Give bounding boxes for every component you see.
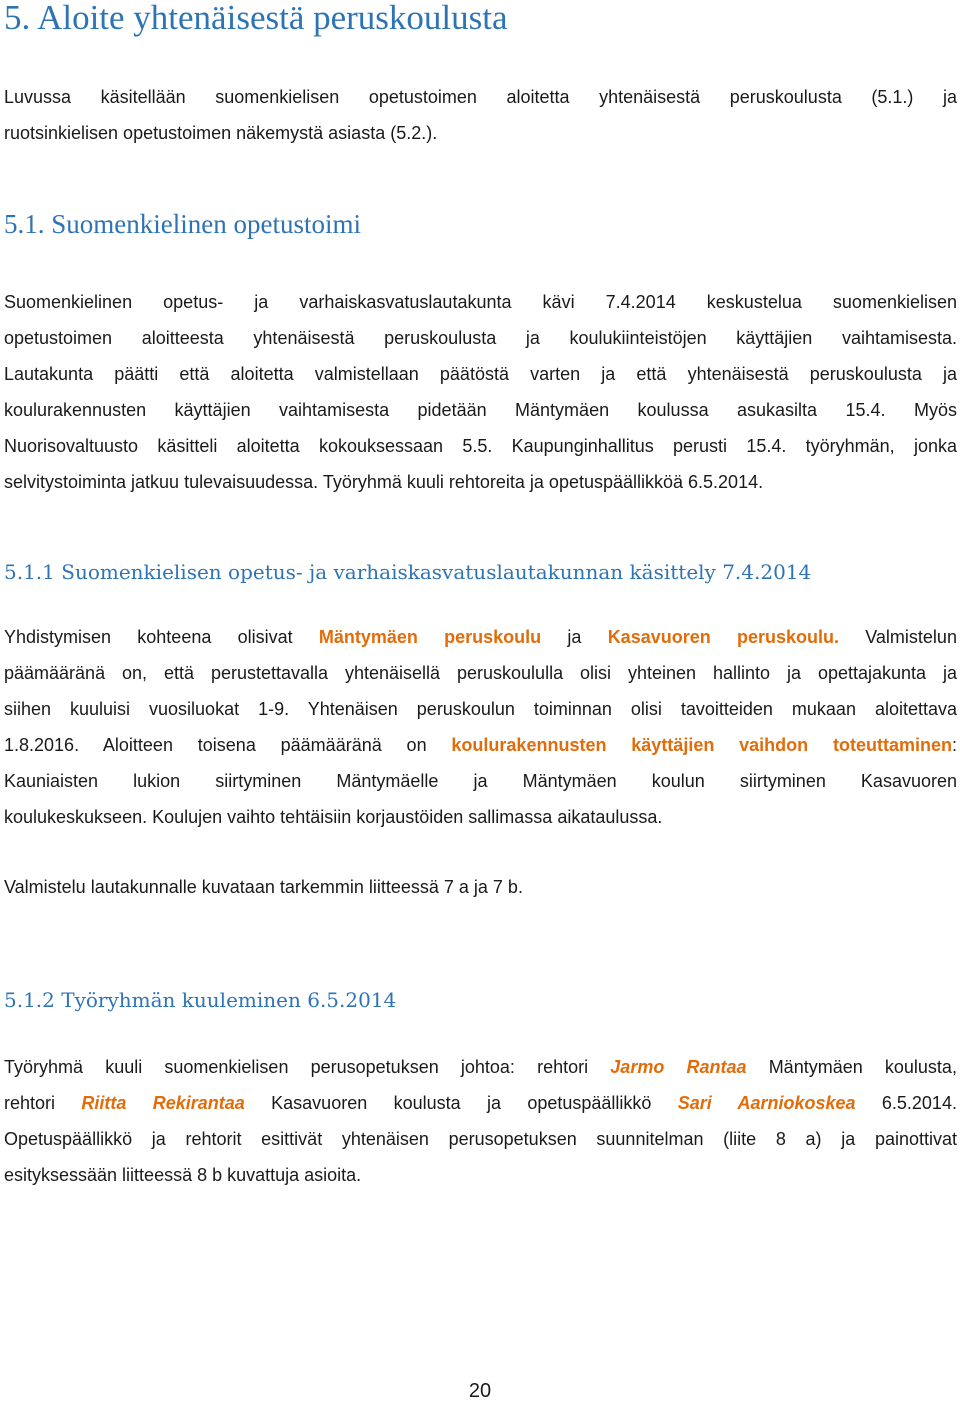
text-run: rehtori bbox=[4, 1093, 56, 1113]
text-run: Valmistelun bbox=[865, 627, 957, 647]
text-line bbox=[4, 619, 957, 655]
person-name-highlight: Sari Aarniokoskea bbox=[677, 1093, 856, 1113]
section-title-5-1: 5.1. Suomenkielinen opetustoimi bbox=[4, 209, 361, 239]
text-line bbox=[4, 1085, 957, 1121]
text-line: Lautakunta päätti että aloitetta valmistellaan päätöstä varten ja että yhtenäisestä peruskoulusta ja bbox=[4, 364, 957, 384]
school-name-highlight: Kasavuoren peruskoulu. bbox=[607, 627, 839, 647]
text-line bbox=[4, 1049, 957, 1085]
text-line: koulurakennusten käyttäjien vaihtamisesta pidetään Mäntymäen koulussa asukasilta 15.4. Myös bbox=[4, 400, 957, 420]
section-title-5-1-2: 5.1.2 Työryhmän kuuleminen 6.5.2014 bbox=[4, 988, 397, 1012]
text-run: 6.5.2014. bbox=[881, 1093, 957, 1113]
text-line: Suomenkielinen opetus- ja varhaiskasvatuslautakunta kävi 7.4.2014 keskustelua suomenkielisen bbox=[4, 292, 957, 312]
text-line: Nuorisovaltuusto käsitteli aloitetta kokouksessaan 5.5. Kaupunginhallitus perusti 15.4. työryhmän, jonka bbox=[4, 436, 957, 456]
text-line: Valmistelu lautakunnalle kuvataan tarkemmin liitteessä 7 a ja 7 b. bbox=[4, 877, 523, 897]
text-line: siihen kuuluisi vuosiluokat 1-9. Yhtenäisen peruskoulun toiminnan olisi tavoitteiden mukaan aloitettava bbox=[4, 699, 957, 719]
text-line bbox=[4, 727, 957, 763]
text-line: Kauniaisten lukion siirtyminen Mäntymäelle ja Mäntymäen koulun siirtyminen Kasavuoren bbox=[4, 771, 957, 791]
text-run: Kasavuoren koulusta ja opetuspäällikkö bbox=[271, 1093, 652, 1113]
school-name-highlight: Mäntymäen peruskoulu bbox=[318, 627, 542, 647]
person-name-highlight: Jarmo Rantaa bbox=[610, 1057, 747, 1077]
text-line: päämääränä on, että perustettavalla yhtenäisellä peruskoululla olisi yhteinen hallinto ja opettajakunta ja bbox=[4, 663, 957, 683]
text-line: koulukeskukseen. Koulujen vaihto tehtäisiin korjaustöiden sallimassa aikataulussa. bbox=[4, 807, 663, 827]
text-line: Opetuspäällikkö ja rehtorit esittivät yhtenäisen perusopetuksen suunnitelman (liite 8 a) ja painottivat bbox=[4, 1129, 957, 1149]
section-5-1-2-body bbox=[4, 1049, 957, 1193]
section-5-1-1-note bbox=[4, 869, 957, 905]
section-5-1-body bbox=[4, 284, 957, 500]
section-5-1-1-body bbox=[4, 619, 957, 835]
text-line: selvitystoiminta jatkuu tulevaisuudessa. Työryhmä kuuli rehtoreita ja opetuspäällikköä 6.5.2014. bbox=[4, 472, 764, 492]
goal-highlight: koulurakennusten käyttäjien vaihdon toteuttaminen bbox=[451, 735, 952, 755]
text-line: Luvussa käsitellään suomenkielisen opetustoimen aloitetta yhtenäisestä peruskoulusta (5.1.) ja bbox=[4, 87, 957, 107]
text-run: Työryhmä kuuli suomenkielisen perusopetuksen johtoa: rehtori bbox=[4, 1057, 589, 1077]
text-run: : bbox=[951, 735, 957, 755]
text-line: ruotsinkielisen opetustoimen näkemystä asiasta (5.2.). bbox=[4, 123, 438, 143]
section-title-5-1-1: 5.1.1 Suomenkielisen opetus- ja varhaiskasvatuslautakunnan käsittely 7.4.2014 bbox=[4, 560, 812, 584]
chapter-intro bbox=[4, 79, 957, 151]
text-run: Yhdistymisen kohteena olisivat bbox=[4, 627, 293, 647]
chapter-title: 5. Aloite yhtenäisestä peruskoulusta bbox=[4, 0, 508, 37]
text-line: esityksessään liitteessä 8 b kuvattuja asioita. bbox=[4, 1165, 362, 1185]
page-number: 20 bbox=[468, 1380, 492, 1402]
text-run: Mäntymäen koulusta, bbox=[768, 1057, 957, 1077]
text-run: ja bbox=[567, 627, 582, 647]
text-run: 1.8.2016. Aloitteen toisena päämääränä on bbox=[4, 735, 427, 755]
text-line: opetustoimen aloitteesta yhtenäisestä peruskoulusta ja koulukiinteistöjen käyttäjien vaihtamisesta. bbox=[4, 328, 957, 348]
person-name-highlight: Riitta Rekirantaa bbox=[81, 1093, 245, 1113]
